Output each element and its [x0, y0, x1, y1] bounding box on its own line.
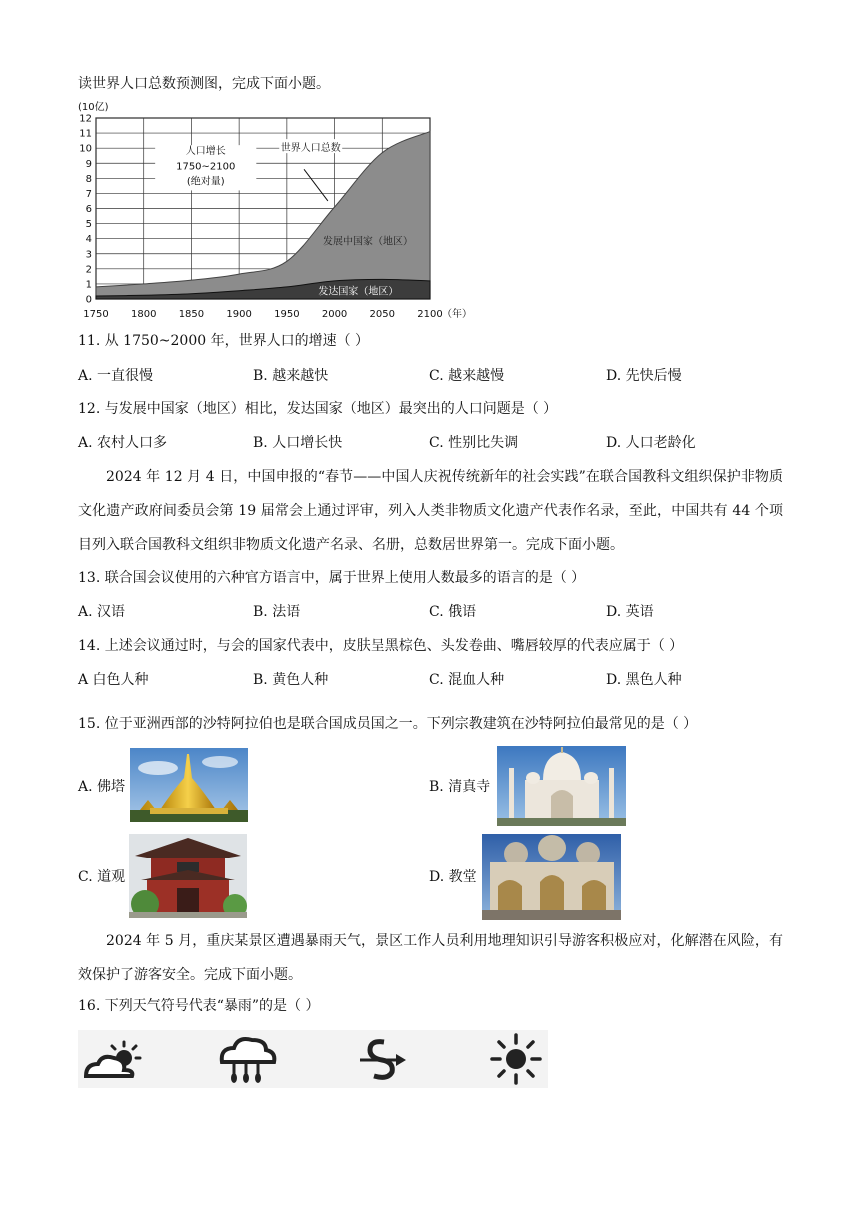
heavy-rain-icon[interactable] — [216, 1034, 280, 1086]
y-tick-label: 1 — [85, 279, 92, 291]
q12-option-c[interactable]: C. 性别比失调 — [429, 435, 519, 451]
total-population-label: 世界人口总数 — [280, 143, 341, 155]
q13-option-b[interactable]: B. 法语 — [253, 604, 301, 620]
q14-option-c[interactable]: C. 混血人种 — [429, 672, 505, 688]
q14-option-d[interactable]: D. 黑色人种 — [606, 672, 682, 688]
population-chart — [78, 100, 472, 330]
annotation-box-line3: (绝对量) — [186, 176, 225, 188]
mosque-photo[interactable] — [497, 746, 626, 826]
y-tick-label: 4 — [85, 234, 92, 246]
pagoda-photo[interactable] — [130, 748, 248, 822]
x-axis-unit: （年） — [442, 309, 472, 320]
q15-option-a[interactable]: A. 佛塔 — [78, 779, 126, 795]
church-photo[interactable] — [482, 834, 621, 920]
q16-stem: 16. 下列天气符号代表“暴雨”的是（ ） — [78, 998, 320, 1014]
q13-option-c[interactable]: C. 俄语 — [429, 604, 477, 620]
q13-stem: 13. 联合国会议使用的六种官方语言中，属于世界上使用人数最多的语言的是（ ） — [78, 570, 586, 586]
q12-option-b[interactable]: B. 人口增长快 — [253, 435, 343, 451]
x-tick-label: 2100 — [417, 309, 443, 320]
x-tick-label: 2050 — [369, 309, 396, 320]
q12-option-d[interactable]: D. 人口老龄化 — [606, 435, 696, 451]
x-tick-label: 1950 — [274, 309, 300, 320]
y-tick-label: 0 — [85, 294, 92, 306]
sandstorm-icon[interactable] — [356, 1034, 412, 1084]
q11-option-c[interactable]: C. 越来越慢 — [429, 368, 505, 384]
y-tick-label: 3 — [85, 249, 92, 261]
q13-option-d[interactable]: D. 英语 — [606, 604, 654, 620]
q11-option-a[interactable]: A. 一直很慢 — [78, 368, 154, 384]
developed-area-label: 发达国家（地区） — [318, 286, 399, 298]
y-tick-label: 5 — [85, 219, 92, 231]
annotation-box-line1: 人口增长 — [185, 146, 226, 158]
intro-text: 读世界人口总数预测图，完成下面小题。 — [78, 76, 330, 92]
passage-rainstorm: 2024 年 5 月，重庆某景区遭遇暴雨天气，景区工作人员利用地理知识引导游客积极应对，化解潜在风险，有效保护了游客安全。完成下面小题。 — [78, 933, 783, 983]
q15-stem: 15. 位于亚洲西部的沙特阿拉伯也是联合国成员国之一。下列宗教建筑在沙特阿拉伯最常见的是（ ） — [78, 716, 698, 732]
weather-symbols-strip — [78, 1030, 548, 1088]
x-tick-label: 1750 — [83, 309, 109, 320]
x-tick-label: 2000 — [321, 309, 348, 320]
q12-stem: 12. 与发展中国家（地区）相比，发达国家（地区）最突出的人口问题是（ ） — [78, 401, 558, 417]
y-tick-label: 2 — [85, 264, 92, 276]
y-tick-label: 7 — [85, 188, 92, 200]
y-tick-label: 12 — [79, 113, 92, 125]
x-tick-label: 1900 — [226, 309, 252, 320]
partly-cloudy-icon[interactable] — [82, 1036, 146, 1082]
y-tick-label: 8 — [85, 173, 92, 185]
annotation-box-line2: 1750~2100 — [176, 161, 236, 173]
q11-option-b[interactable]: B. 越来越快 — [253, 368, 329, 384]
q13-option-a[interactable]: A. 汉语 — [78, 604, 126, 620]
x-tick-label: 1850 — [178, 309, 205, 320]
q14-stem: 14. 上述会议通过时，与会的国家代表中，皮肤呈黑棕色、头发卷曲、嘴唇较厚的代表应属于（ ） — [78, 638, 684, 654]
sunny-icon[interactable] — [488, 1032, 544, 1086]
q11-stem: 11. 从 1750~2000 年，世界人口的增速（ ） — [78, 333, 370, 349]
q15-option-c[interactable]: C. 道观 — [78, 869, 126, 885]
q14-option-a[interactable]: A 白色人种 — [78, 672, 149, 688]
y-tick-label: 11 — [79, 128, 92, 140]
passage-spring-festival: 2024 年 12 月 4 日，中国申报的“春节——中国人庆祝传统新年的社会实践”在联合国教科文组织保护非物质文化遗产政府间委员会第 19 届常会上通过评审，列入人类非物质文化遗产代表作名录，至此，中国共有 44 个项目列入联合国教科文组织非物质文化遗产名录、名册，总数居世界第一。完成下面小题。 — [78, 469, 783, 553]
q11-option-d[interactable]: D. 先快后慢 — [606, 368, 682, 384]
y-tick-label: 9 — [85, 158, 92, 170]
x-tick-label: 1800 — [130, 309, 157, 320]
y-tick-label: 6 — [85, 204, 92, 215]
q14-option-b[interactable]: B. 黄色人种 — [253, 672, 329, 688]
y-tick-label: 10 — [79, 143, 92, 155]
q15-option-b[interactable]: B. 清真寺 — [429, 779, 491, 795]
q12-option-a[interactable]: A. 农村人口多 — [78, 435, 168, 451]
q15-option-d[interactable]: D. 教堂 — [429, 869, 477, 885]
taoist-temple-photo[interactable] — [129, 834, 247, 918]
y-axis-unit: (10亿) — [78, 102, 109, 113]
developing-area-label: 发展中国家（地区） — [322, 236, 413, 248]
